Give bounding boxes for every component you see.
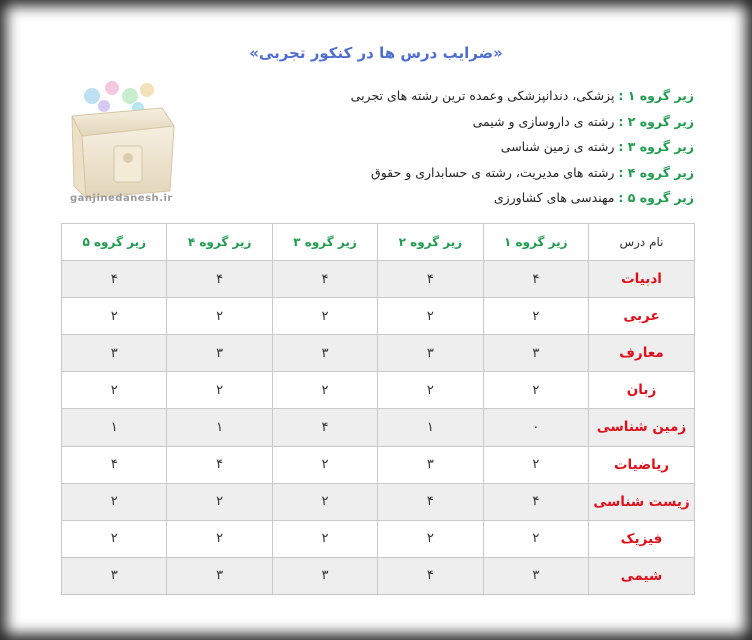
table-row <box>62 557 695 594</box>
coefficient-cell: ۲ <box>483 520 588 557</box>
table-row <box>62 335 695 372</box>
coefficient-cell: ۲ <box>62 298 167 335</box>
coefficient-cell: ۰ <box>483 409 588 446</box>
treasure-chest-logo <box>52 66 184 208</box>
coefficient-cell: ۲ <box>378 520 483 557</box>
course-name-cell: معارف <box>589 335 695 372</box>
subgroup-description: رشته ی زمین شناسی <box>500 139 619 154</box>
coefficient-cell: ۲ <box>272 446 377 483</box>
coefficient-cell: ۳ <box>167 557 272 594</box>
coefficient-cell: ۳ <box>378 446 483 483</box>
subgroup-label: زیر گروه ۱ : <box>618 88 694 103</box>
coefficient-cell: ۲ <box>272 520 377 557</box>
column-header-subgroup-1: زیر گروه ۱ <box>483 224 588 261</box>
subgroup-description: پزشکی، دندانپزشکی وعمده ترین رشته های تجربی <box>350 88 619 103</box>
subgroup-item <box>314 188 694 214</box>
coefficient-cell: ۳ <box>272 335 377 372</box>
course-name-cell: زمین شناسی <box>589 409 695 446</box>
column-header-course: نام درس <box>589 224 695 261</box>
subgroup-label: زیر گروه ۴ : <box>618 164 694 180</box>
coefficient-cell: ۲ <box>272 298 377 335</box>
coefficient-cell: ۳ <box>272 557 377 594</box>
column-header-subgroup-3: زیر گروه ۳ <box>272 224 377 261</box>
coefficient-cell: ۴ <box>167 261 272 298</box>
table-row <box>62 372 695 409</box>
course-name-cell: عربی <box>589 298 695 335</box>
subgroup-label: زیر گروه ۵ : <box>618 190 694 205</box>
coefficient-cell: ۴ <box>272 261 377 298</box>
logo-website-text: ganjinedanesh.ir <box>70 193 173 204</box>
subgroup-description: رشته ی داروسازی و شیمی <box>472 113 619 129</box>
table-row <box>62 446 695 483</box>
coefficient-cell: ۲ <box>483 446 588 483</box>
table-row <box>62 409 695 446</box>
course-name-cell: فیزیک <box>589 520 695 557</box>
table-header-row <box>62 224 695 261</box>
coefficient-cell: ۴ <box>62 446 167 483</box>
subgroup-label: زیر گروه ۲ : <box>618 113 694 129</box>
coefficient-cell: ۲ <box>167 483 272 520</box>
subgroup-item <box>314 86 694 112</box>
course-name-cell: زبان <box>589 372 695 409</box>
coefficient-cell: ۳ <box>378 335 483 372</box>
coefficient-cell: ۴ <box>483 261 588 298</box>
coefficient-cell: ۴ <box>378 261 483 298</box>
coefficient-cell: ۴ <box>378 483 483 520</box>
table-row <box>62 520 695 557</box>
coefficient-cell: ۲ <box>272 483 377 520</box>
coefficient-cell: ۳ <box>167 335 272 372</box>
coefficient-cell: ۲ <box>483 298 588 335</box>
coefficient-cell: ۲ <box>167 520 272 557</box>
coefficient-cell: ۱ <box>378 409 483 446</box>
subgroup-item <box>314 137 694 163</box>
coefficient-cell: ۳ <box>62 557 167 594</box>
table-row <box>62 483 695 520</box>
course-name-cell: ادبیات <box>589 261 695 298</box>
coefficient-cell: ۴ <box>378 557 483 594</box>
coefficient-cell: ۲ <box>62 483 167 520</box>
coefficient-cell: ۴ <box>62 261 167 298</box>
coefficient-cell: ۳ <box>483 557 588 594</box>
subgroup-description: رشته های مدیریت، رشته ی حسابداری و حقوق <box>371 164 619 180</box>
table-row <box>62 298 695 335</box>
subgroup-label: زیر گروه ۳ : <box>618 139 694 154</box>
coefficient-cell: ۲ <box>378 298 483 335</box>
coefficient-cell: ۲ <box>378 372 483 409</box>
course-name-cell: زیست شناسی <box>589 483 695 520</box>
coefficient-cell: ۴ <box>483 483 588 520</box>
subgroup-item <box>314 163 694 189</box>
coefficient-cell: ۲ <box>167 372 272 409</box>
coefficient-cell: ۲ <box>62 520 167 557</box>
column-header-subgroup-4: زیر گروه ۴ <box>167 224 272 261</box>
coefficient-cell: ۲ <box>483 372 588 409</box>
coefficients-table <box>61 223 695 595</box>
table-row <box>62 261 695 298</box>
coefficient-cell: ۲ <box>272 372 377 409</box>
coefficient-cell: ۳ <box>483 335 588 372</box>
column-header-subgroup-5: زیر گروه ۵ <box>62 224 167 261</box>
coefficient-cell: ۳ <box>62 335 167 372</box>
coefficient-cell: ۱ <box>62 409 167 446</box>
page-title: «ضرایب درس ها در کنکور تجربی» <box>249 44 503 62</box>
subgroup-description: مهندسی های کشاورزی <box>493 190 619 205</box>
coefficient-cell: ۴ <box>167 446 272 483</box>
column-header-subgroup-2: زیر گروه ۲ <box>378 224 483 261</box>
coefficient-cell: ۲ <box>167 298 272 335</box>
subgroup-list <box>314 86 694 214</box>
course-name-cell: ریاضیات <box>589 446 695 483</box>
subgroup-item <box>314 112 694 138</box>
coefficient-cell: ۴ <box>272 409 377 446</box>
course-name-cell: شیمی <box>589 557 695 594</box>
coefficient-cell: ۲ <box>62 372 167 409</box>
coefficient-cell: ۱ <box>167 409 272 446</box>
